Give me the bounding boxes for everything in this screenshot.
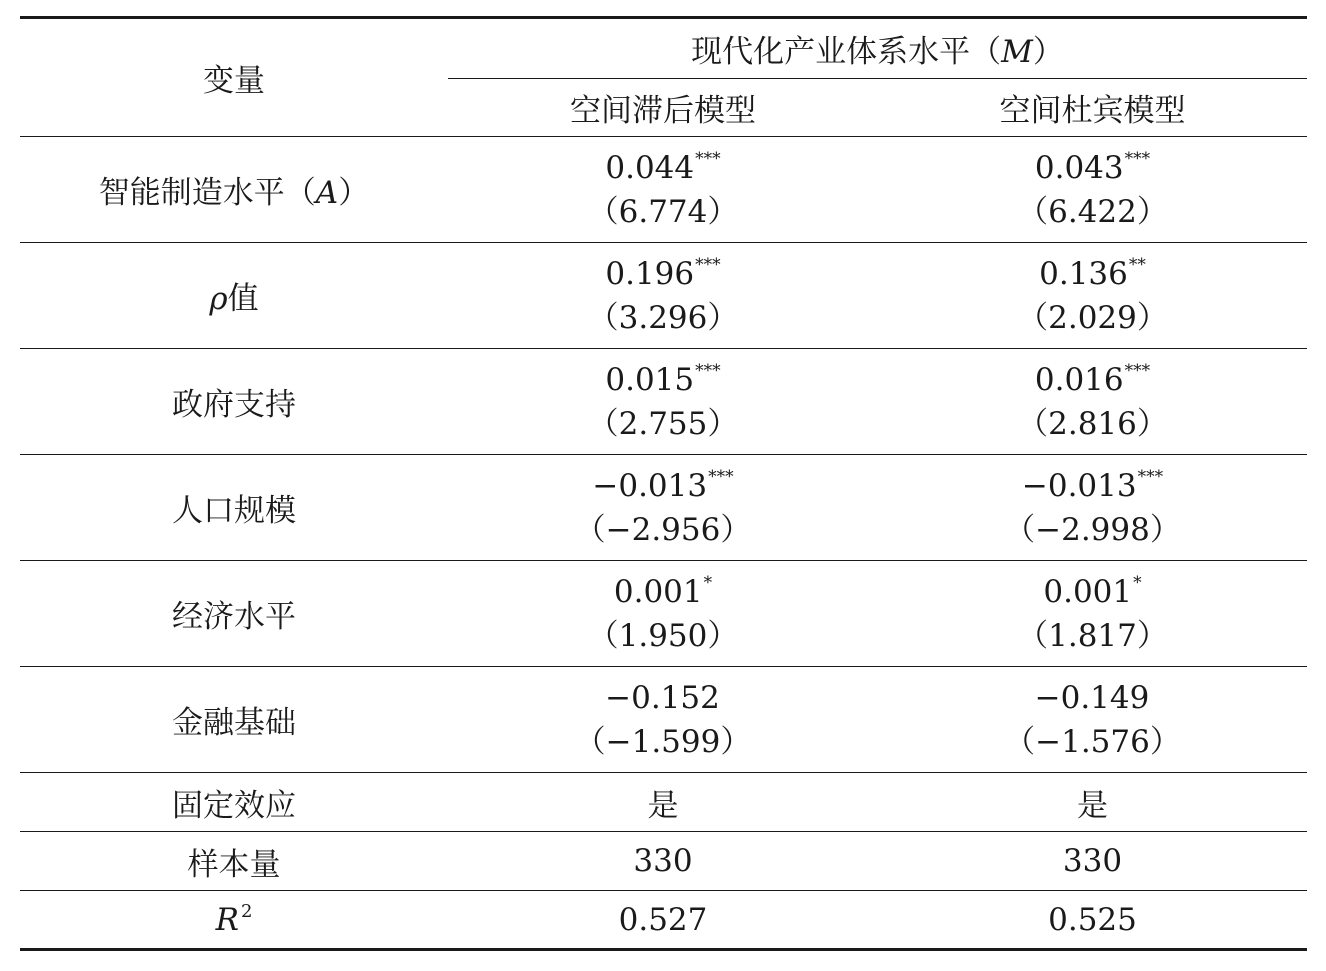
row-label: 样本量 [20, 832, 448, 891]
coef-value: 0.196 [605, 255, 695, 292]
variable-header: 变量 [20, 18, 448, 137]
row-label: ρ值 [20, 243, 448, 349]
significance-stars: *** [1124, 148, 1151, 169]
coef-cell [448, 243, 878, 349]
coef-value: −0.152 [605, 679, 720, 716]
t-value: （ 2.029 ） [1017, 300, 1168, 336]
coef-value: −0.013 [1021, 467, 1137, 504]
significance-stars: * [703, 572, 713, 593]
group-header-text: 现代化产业体系水平 [691, 34, 971, 70]
coef-value: 0.043 [1034, 149, 1124, 186]
regression-results-table [20, 16, 1307, 951]
t-value: （ −2.956 ） [575, 512, 752, 548]
significance-stars: *** [1137, 466, 1164, 487]
group-header: 现代化产业体系水平（M） [448, 18, 1307, 79]
table-row [20, 667, 1307, 773]
significance-stars: ** [1128, 254, 1146, 275]
model-header-sar: 空间滞后模型 [570, 93, 756, 129]
row-label: 金融基础 [20, 667, 448, 773]
significance-stars: *** [708, 466, 734, 487]
coef-cell [878, 667, 1307, 773]
coef-value: 0.001 [1043, 573, 1133, 610]
coef-value: −0.149 [1034, 679, 1150, 716]
coef-cell [448, 667, 878, 773]
coef-cell [878, 455, 1307, 561]
row-label: 人口规模 [20, 455, 448, 561]
value-cell: 0.527 [448, 891, 878, 950]
t-value: （ 3.296 ） [588, 300, 739, 336]
t-value: （ 2.816 ） [1017, 406, 1168, 442]
coef-cell [448, 561, 878, 667]
table-row [20, 137, 1307, 243]
table-row [20, 455, 1307, 561]
t-value: （ 6.422 ） [1017, 194, 1168, 230]
coef-cell [448, 349, 878, 455]
model-header-sdm: 空间杜宾模型 [999, 93, 1186, 129]
row-label: 经济水平 [20, 561, 448, 667]
significance-stars: *** [695, 254, 721, 275]
r-squared-row [20, 891, 1307, 950]
t-value: （ −1.599 ） [575, 724, 752, 760]
value-cell: 是 [448, 773, 878, 832]
row-label: 固定效应 [20, 773, 448, 832]
coef-cell [878, 137, 1307, 243]
coef-value: −0.013 [592, 467, 708, 504]
value-cell: 0.525 [878, 891, 1307, 950]
coef-value: 0.044 [605, 149, 695, 186]
t-value: （ 6.774 ） [588, 194, 739, 230]
significance-stars: * [1133, 572, 1142, 593]
t-value: （ 1.950 ） [588, 618, 739, 654]
t-value: （ −2.998 ） [1004, 512, 1181, 548]
coef-cell [448, 137, 878, 243]
header-row-1 [20, 18, 1307, 79]
table-row [20, 243, 1307, 349]
t-value: （ −1.576 ） [1004, 724, 1181, 760]
significance-stars: *** [1124, 360, 1151, 381]
coef-cell [448, 455, 878, 561]
row-label: 政府支持 [20, 349, 448, 455]
sample-size-row [20, 832, 1307, 891]
significance-stars: *** [695, 148, 721, 169]
t-value: （ 1.817 ） [1017, 618, 1168, 654]
group-header-symbol: M [1001, 34, 1033, 70]
coef-value: 0.015 [605, 361, 695, 398]
coef-cell [878, 243, 1307, 349]
value-cell: 是 [878, 773, 1307, 832]
coef-cell [878, 349, 1307, 455]
t-value: （ 2.755 ） [588, 406, 739, 442]
coef-value: 0.001 [613, 573, 703, 610]
row-label: 智能制造水平（A） [20, 137, 448, 243]
coef-value: 0.016 [1034, 361, 1124, 398]
value-cell: 330 [878, 832, 1307, 891]
coef-value: 0.136 [1039, 255, 1128, 292]
coef-cell [878, 561, 1307, 667]
row-label: R $^2$ [20, 891, 448, 950]
table-row [20, 349, 1307, 455]
value-cell: 330 [448, 832, 878, 891]
fixed-effects-row [20, 773, 1307, 832]
significance-stars: *** [695, 360, 721, 381]
table-row [20, 561, 1307, 667]
